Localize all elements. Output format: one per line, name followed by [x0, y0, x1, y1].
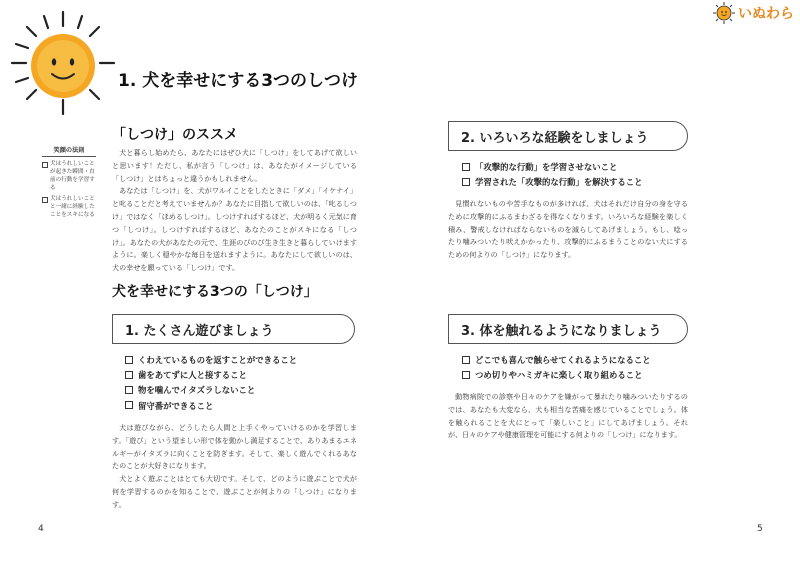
checklist-item: 物を噛んでイタズラしないこと — [125, 383, 297, 398]
checklist-item: 「攻撃的な行動」を学習させないこと — [462, 160, 643, 175]
checklist-item: つめ切りやハミガキに楽しく取り組めること — [462, 368, 651, 383]
side-note — [42, 147, 96, 222]
box-title-play — [112, 314, 355, 344]
sun-logo-icon — [713, 2, 735, 24]
checklist-experience — [462, 160, 643, 190]
side-note-title: 笑顔の法則 — [42, 147, 96, 157]
side-note-item — [42, 195, 96, 219]
brand-logo — [713, 2, 794, 24]
sun-mascot-icon — [8, 8, 118, 118]
side-note-item — [42, 160, 96, 192]
checkbox-icon — [462, 371, 470, 379]
checkbox-icon — [125, 401, 133, 409]
checklist-item: どこでも喜んで触らせてくれるようになること — [462, 353, 651, 368]
checklist-touch — [462, 353, 651, 383]
page-number-left: 4 — [38, 524, 44, 534]
checklist-item: 歯をあてずに人と接すること — [125, 368, 297, 383]
checkbox-icon — [125, 356, 133, 364]
side-note-item-text: 犬はうれしいことと一緒に経験したことをスキになる — [50, 196, 95, 218]
paragraph: 犬とよく遊ぶことはとても大切です。そして、どのように遊ぶことで犬が何を学習するのかを知ることで、遊ぶことが何よりの「しつけ」になります。 — [112, 474, 357, 509]
box-title-experience — [448, 121, 688, 151]
box-title-text: 2. いろいろな経験をしましょう — [461, 130, 649, 146]
chapter-title: 1. 犬を幸せにする3つのしつけ — [118, 71, 359, 91]
paragraph: 犬は遊びながら、どうしたら人間と上手くやっていけるのかを学習します。「遊び」という望ましい形で体を動かし満足することで、ありあまるエネルギーがイタズラに向くことを防ぎます。そして、楽しく遊んでくれるあなたのことが大好きになります。 — [112, 423, 357, 471]
play-body-text — [112, 422, 357, 512]
checkbox-icon — [462, 178, 470, 186]
touch-body-text — [448, 391, 688, 442]
experience-body-text — [448, 198, 688, 262]
checklist-play — [125, 353, 297, 414]
paragraph: 動物病院での診察や日々のケアを嫌がって暴れたり噛みついたりするのでは、あなたも大変なら、犬も相当な苦痛を感じていることでしょう。体を触られることを犬にとって「楽しいこと」にしてあげましょう。それが、日々のケアや健康管理を可能にする何よりの「しつけ」になります。 — [448, 392, 688, 440]
box-title-touch — [448, 314, 688, 344]
logo-text: いぬわら — [738, 6, 794, 22]
paragraph: あなたは「しつけ」を、犬がワルイことをしたときに「ダメ」「イケナイ」と叱ることだと考えていませんか？あなたに目指して欲しいのは、「叱るしつけ」ではなく「ほめるしつけ」。しつけすればするほど、犬が明るく元気に育つ「しつけ」。しつけすればするほど、あなたのことがスキになる「しつけ」。あなたの犬があなたの元で、生涯のびのび生き生きと暮らしていけますように。楽しく穏やかな毎日を送れますように。あなたにして欲しいのは、犬の幸せを願っている「しつけ」です。 — [112, 186, 357, 273]
checkbox-icon — [125, 386, 133, 394]
checkbox-icon — [462, 163, 470, 171]
section-heading-three-shitsuke: 犬を幸せにする3つの「しつけ」 — [112, 284, 318, 300]
checkbox-icon — [462, 356, 470, 364]
checklist-item: くわえているものを返すことができること — [125, 353, 297, 368]
side-note-item-text: 犬はうれしいことが起きた瞬間・直前の行動を学習する — [50, 161, 95, 191]
checkbox-icon — [42, 162, 48, 168]
checklist-item: 学習された「攻撃的な行動」を解決すること — [462, 175, 643, 190]
checklist-item: 留守番ができること — [125, 399, 297, 414]
section-heading-shitsuke: 「しつけ」のススメ — [112, 127, 238, 143]
section-intro-text — [112, 147, 357, 275]
paragraph: 犬と暮らし始めたら、あなたにはぜひ犬に「しつけ」をしてあげて欲しいと思います！ただし、私が言う「しつけ」は、あなたがイメージしている「しつけ」とはちょっと違うかもしれません。 — [112, 148, 357, 183]
page-number-right: 5 — [757, 524, 763, 534]
box-title-text: 1. たくさん遊びましょう — [125, 323, 274, 339]
paragraph: 見慣れないものや苦手なものが多ければ、犬はそれだけ自分の身を守るために攻撃的にふるまわざるを得なくなります。いろいろな経験を楽しく積み、警戒しなければならないものを減らしてあげましょう。もし、唸ったり噛みついたり吠えかかったり、攻撃的にふるまうことのない犬にするための何よりの「しつけ」になります。 — [448, 199, 688, 260]
checkbox-icon — [125, 371, 133, 379]
box-title-text: 3. 体を触れるようになりましょう — [461, 323, 662, 339]
checkbox-icon — [42, 197, 48, 203]
